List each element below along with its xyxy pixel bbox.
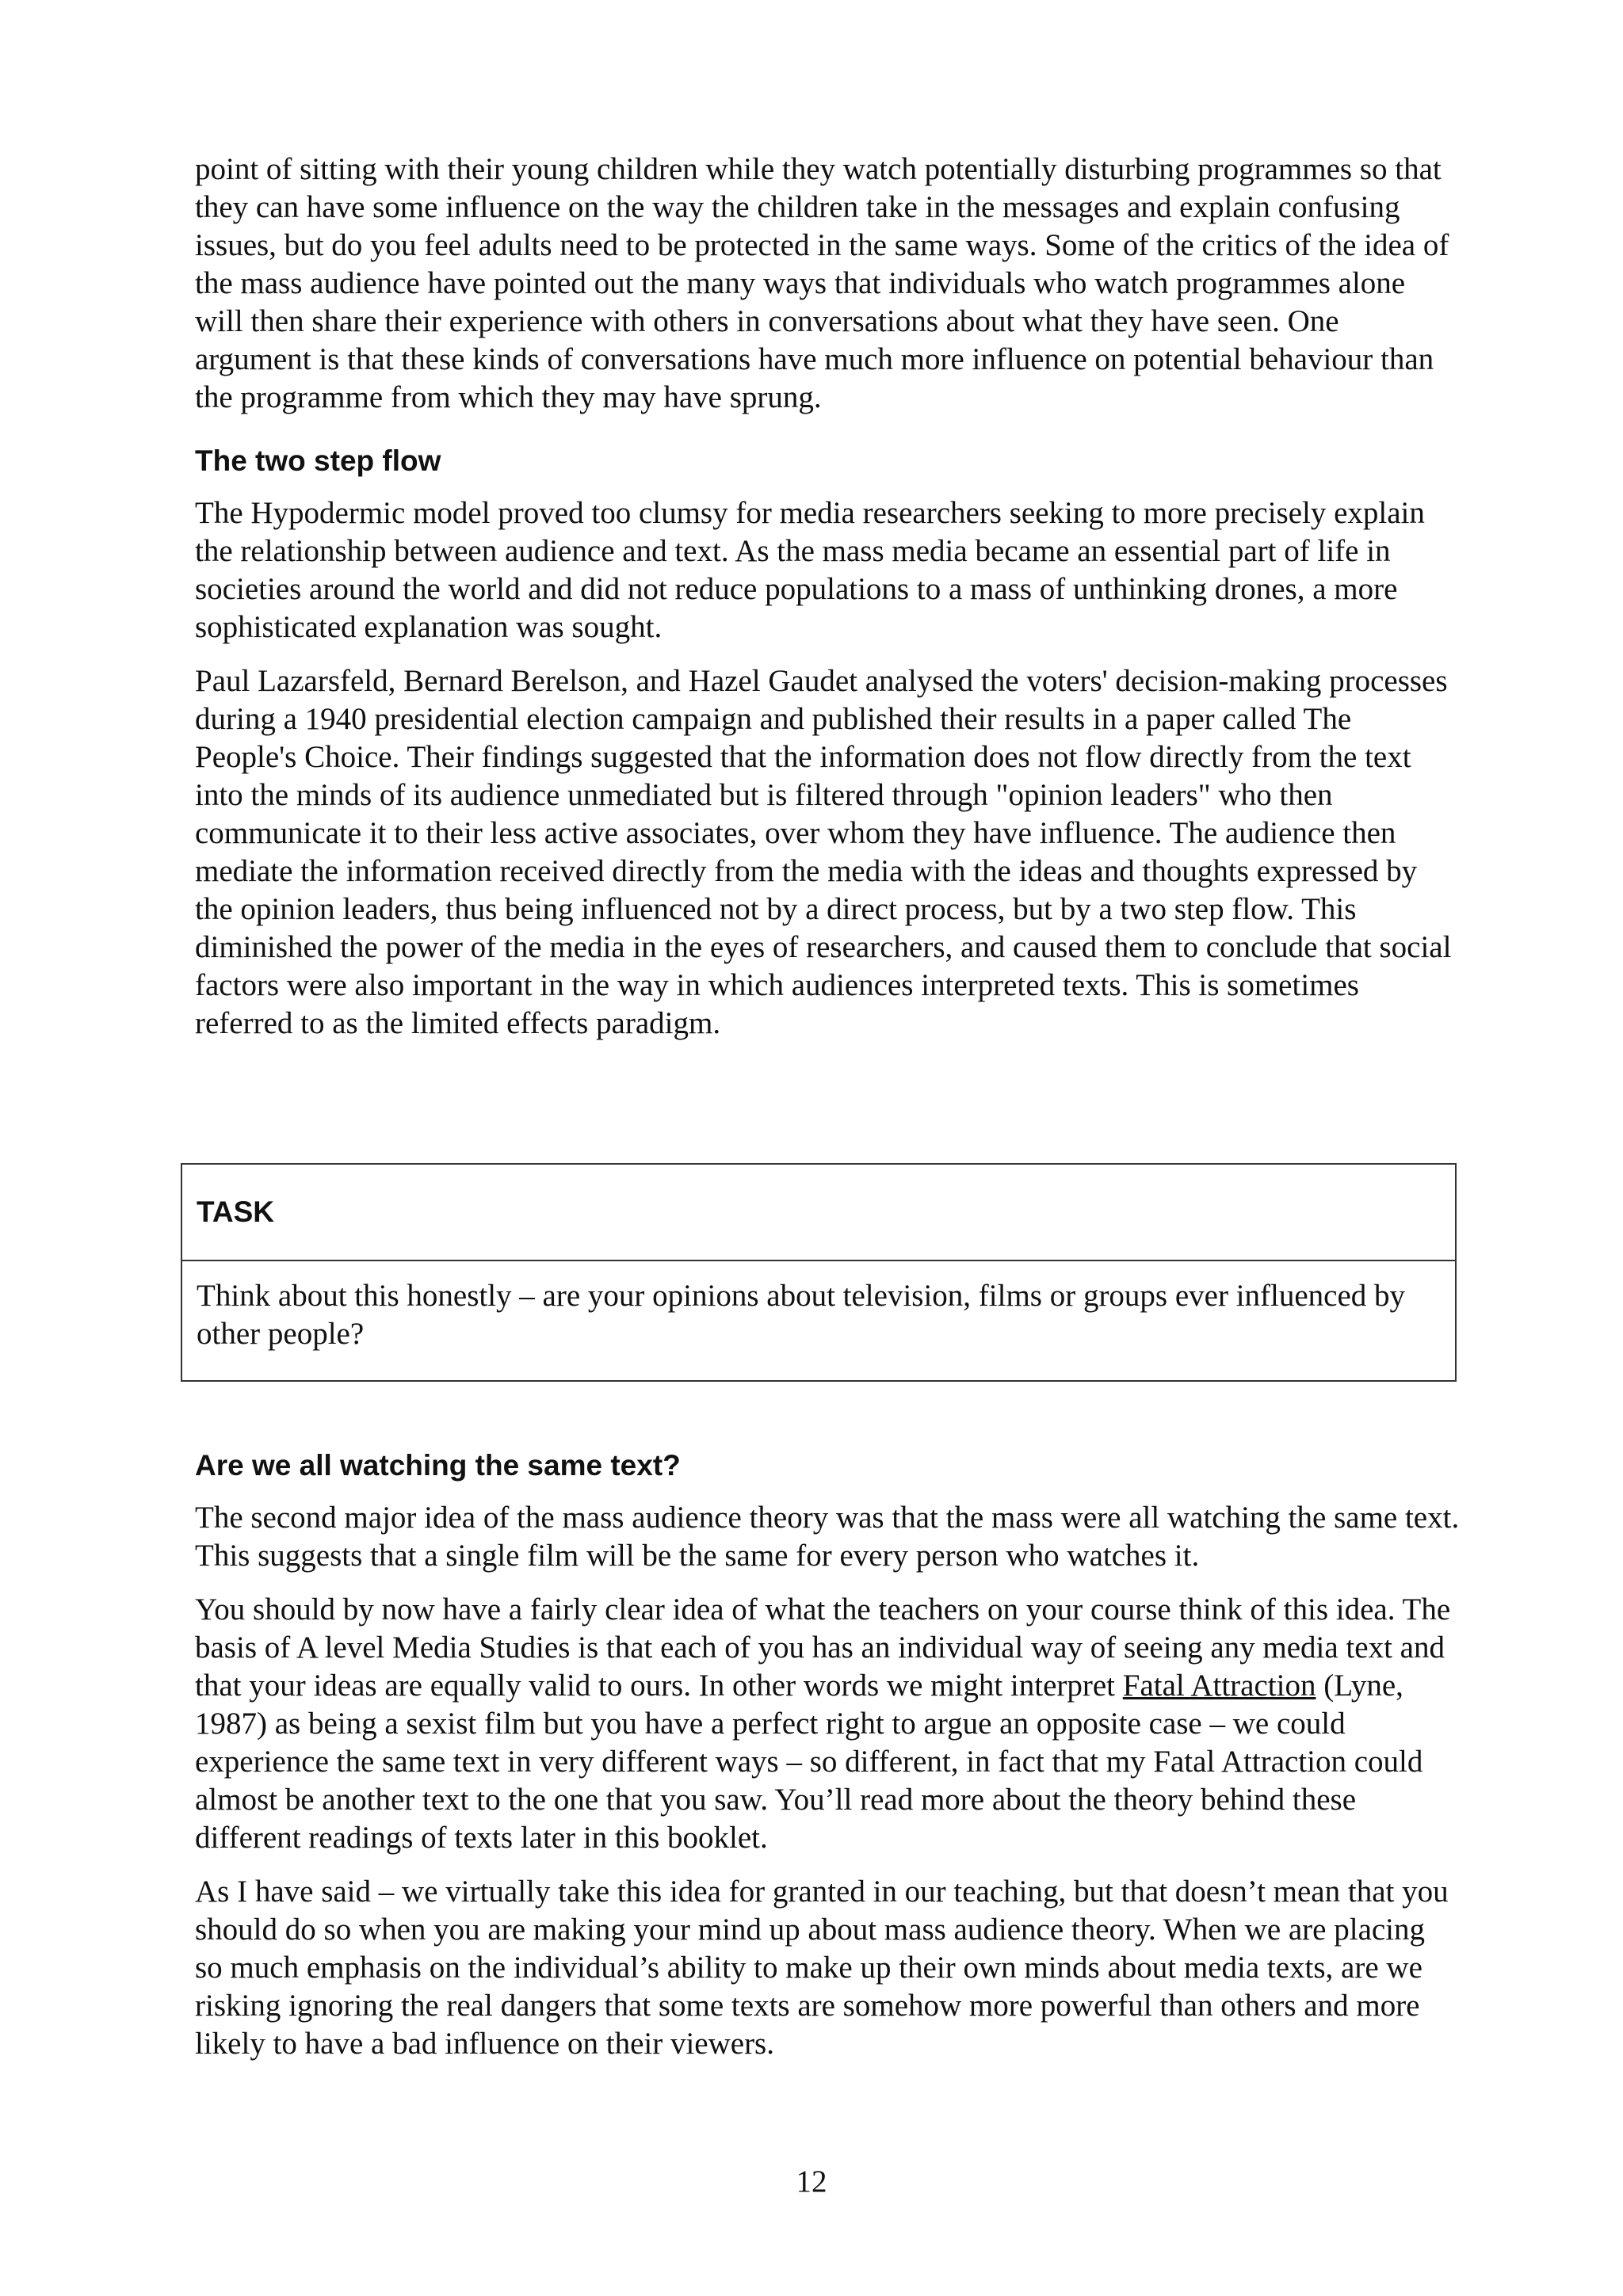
same-text-paragraph-3: As I have said – we virtually take this idea for granted in our teaching, but that doesn’t mean that you should do so when you are making your mind up about mass audience theory. When we are placing so much emphasis on the individual’s ability to make up their own minds about media texts, are we risking ignoring the real dangers that some texts are somehow more powerful than others and more likely to have a bad influence on their viewers. — [195, 1875, 1449, 2061]
film-title-fatal-attraction: Fatal Attraction — [1122, 1669, 1316, 1703]
same-text-heading: Are we all watching the same text? — [195, 1449, 681, 1482]
intro-paragraph: point of sitting with their young children while they watch potentially disturbing programmes so that they can have some influence on the way the children take in the messages and explain confusing issues, but do you feel adults need to be protected in the same ways. Some of the critics of the idea of the mass audience have pointed out the many ways that individuals who watch programmes alone will then share their experience with others in conversations about what they have seen. One argument is that these kinds of conversations have much more influence on potential behaviour than the programme from which they may have sprung. — [195, 152, 1449, 414]
task-heading: TASK — [182, 1165, 1455, 1261]
two-step-paragraph-2: Paul Lazarsfeld, Bernard Berelson, and Hazel Gaudet analysed the voters' decision-making processes during a 1940 presidential election campaign and published their results in a paper called The People's Choice. Their findings suggested that the information does not flow directly from the text into the minds of its audience unmediated but is filtered through "opinion leaders" who then communicate it to their less active associates, over whom they have influence. The audience then mediate the information received directly from the media with the ideas and thoughts expressed by the opinion leaders, thus being influenced not by a direct process, but by a two step flow. This diminished the power of the media in the eyes of researchers, and caused them to conclude that social factors were also important in the way in which audiences interpreted texts. This is sometimes referred to as the limited effects paradigm. — [195, 664, 1452, 1040]
two-step-flow-heading: The two step flow — [195, 444, 441, 477]
paragraph-2-lead: You should by now have a fairly clear idea of what the teachers on your course think of this idea. The basis of A level Media Studies is that each of you has an individual way of seeing any media text and that your ideas are equally valid to ours. In other words we might interpret — [195, 1592, 1451, 1703]
task-box — [181, 1163, 1457, 1382]
task-body: Think about this honestly – are your opinions about television, films or groups ever influenced by other people? — [197, 1279, 1406, 1351]
same-text-paragraph-2 — [195, 1591, 1460, 1857]
same-text-section — [195, 1448, 1460, 2079]
page-number: 12 — [796, 2164, 827, 2199]
top-section — [195, 151, 1460, 1058]
same-text-paragraph-1: The second major idea of the mass audience theory was that the mass were all watching the same text. This suggests that a single film will be the same for every person who watches it. — [195, 1501, 1460, 1573]
two-step-paragraph-1: The Hypodermic model proved too clumsy for media researchers seeking to more precisely explain the relationship between audience and text. As the mass media became an essential part of life in societies around the world and did not reduce populations to a mass of unthinking drones, a more sophisticated explanation was sought. — [195, 496, 1425, 644]
paragraph-2-rest: (Lyne, 1987) as being a sexist film but you have a perfect right to argue an opposite case – we could experience the same text in very different ways – so different, in fact that my Fatal Attraction could almost be another text to the one that you saw. You’ll read more about the theory behind these different readings of texts later in this booklet. — [195, 1669, 1423, 1855]
